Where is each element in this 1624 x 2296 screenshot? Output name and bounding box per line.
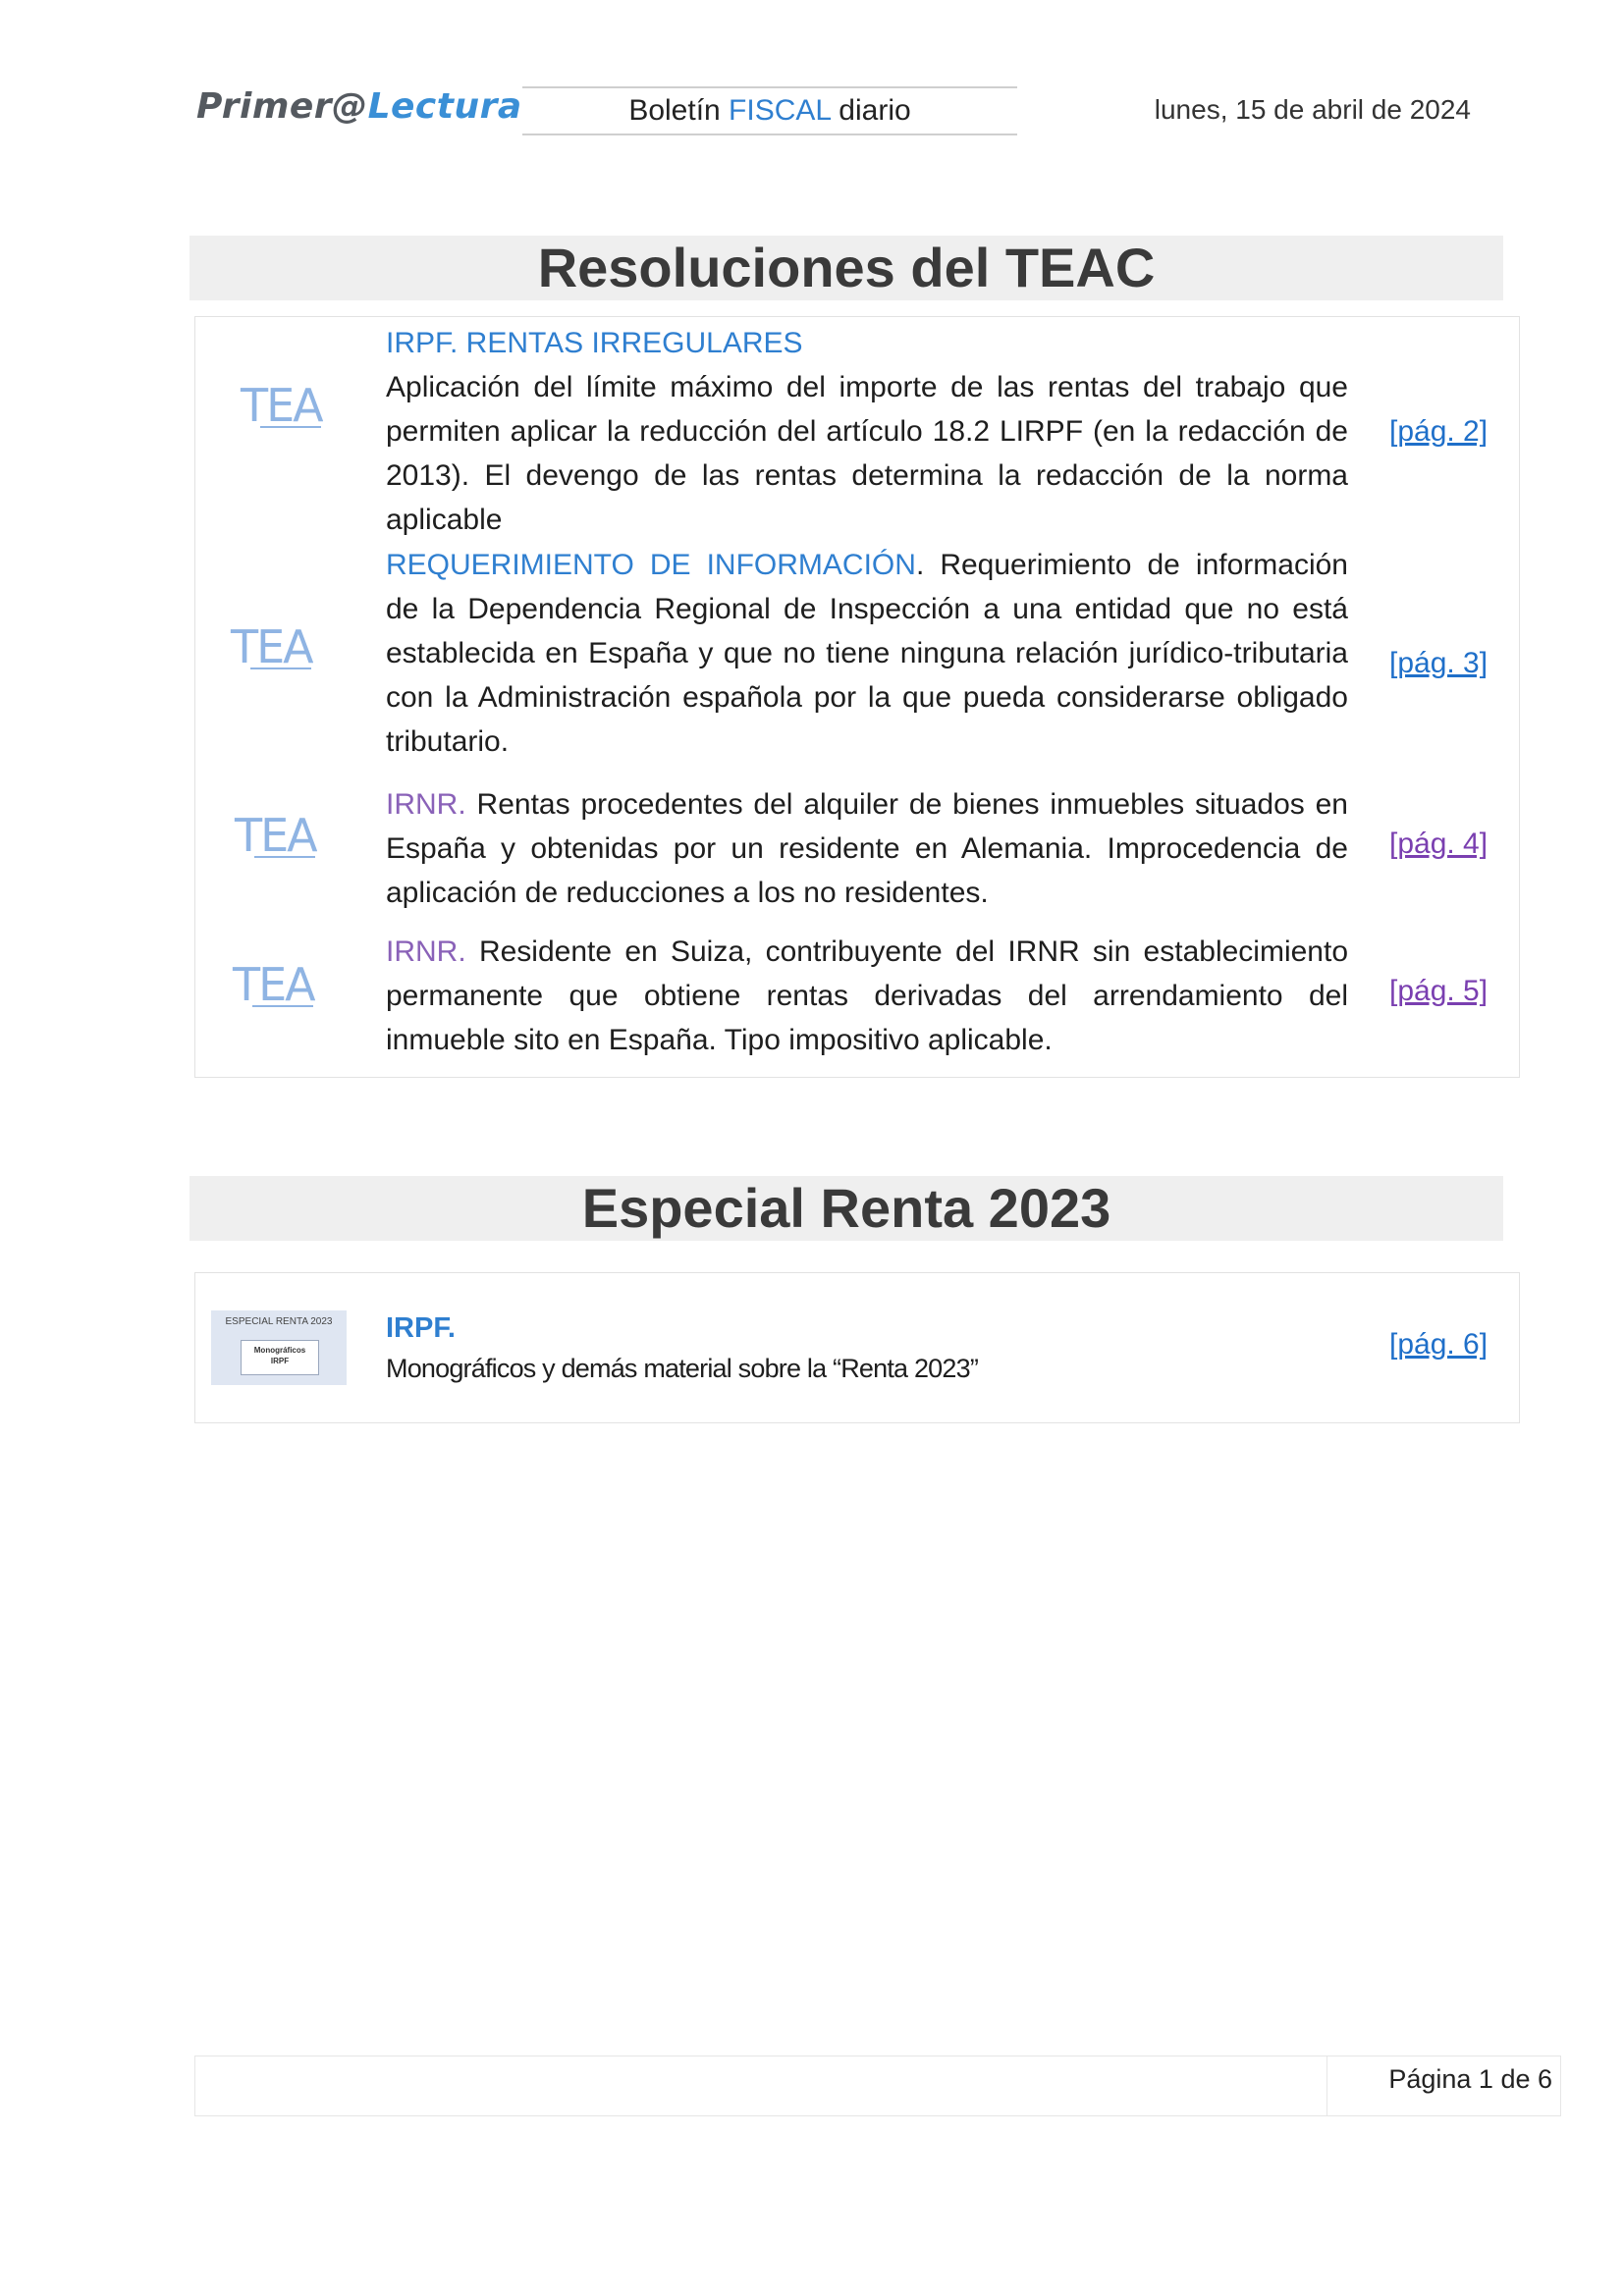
section-title-especial: Especial Renta 2023 — [189, 1176, 1503, 1241]
tea-logo-icon — [239, 380, 323, 435]
page-number: Página 1 de 6 — [1388, 2064, 1552, 2094]
thumbnail-label — [242, 1345, 318, 1366]
thumbnail-label-line2: IRPF — [270, 1357, 290, 1365]
logo-part2: Lectura — [367, 86, 522, 127]
especial-renta-list — [194, 1272, 1520, 1423]
header-date: lunes, 15 de abril de 2024 — [1154, 94, 1471, 125]
entry-category: REQUERIMIENTO DE INFORMACIÓN — [386, 549, 916, 581]
entry-category: IRPF. — [386, 1312, 456, 1344]
section-title-teac: Resoluciones del TEAC — [189, 236, 1503, 300]
teac-resolutions-list — [194, 316, 1520, 1078]
entry-description: Aplicación del límite máximo del importe de las rentas del trabajo que permiten aplicar la reducción del artículo 18.2 LIRPF (en la redacción de 2013). El devengo de las rentas determina la redacción de la norma aplicable — [386, 371, 1348, 536]
page-link[interactable]: [pág. 3] — [1389, 647, 1489, 679]
svg-text:TEA: TEA — [235, 810, 316, 862]
entry-category: IRPF. RENTAS IRREGULARES — [386, 327, 803, 359]
footer — [194, 2056, 1561, 2116]
logo — [196, 86, 522, 127]
svg-text:TEA: TEA — [233, 959, 314, 1011]
thumbnail-label-line1: Monográficos — [253, 1346, 306, 1355]
logo-part1: Primer@ — [196, 86, 368, 127]
entry-category: IRNR. — [386, 935, 466, 968]
entry-description: Monográficos y demás material sobre la “Renta 2023” — [386, 1354, 979, 1383]
entry-text — [386, 543, 1348, 764]
page-link[interactable]: [pág. 6] — [1389, 1328, 1489, 1361]
svg-text:TEA: TEA — [241, 380, 322, 432]
svg-text:TEA: TEA — [231, 621, 312, 673]
entry-text — [386, 321, 1348, 542]
thumbnail-title: ESPECIAL RENTA 2023 — [225, 1316, 333, 1327]
entry-description: . Requerimiento de información de la Dependencia Regional de Inspección a una entidad que no está establecida en España y que no tiene ninguna relación jurídico-tributaria con la Administración española por la que pueda considerarse obligado tributario. — [386, 549, 1348, 758]
bulletin-title-fiscal: FISCAL — [729, 94, 831, 127]
entry-text — [386, 930, 1348, 1062]
page-link[interactable]: [pág. 5] — [1389, 975, 1489, 1007]
tea-logo-icon — [233, 810, 317, 865]
page-link[interactable]: [pág. 2] — [1389, 415, 1489, 448]
especial-renta-thumbnail[interactable] — [211, 1310, 347, 1385]
list-item — [195, 1273, 1519, 1422]
bulletin-title-pre: Boletín — [628, 94, 730, 127]
thumbnail-label-box — [241, 1340, 319, 1375]
entry-description: Rentas procedentes del alquiler de bienes inmuebles situados en España y obtenidas por un residente en Alemania. Improcedencia de aplicación de reducciones a los no residentes. — [386, 788, 1348, 909]
entry-description: Residente en Suiza, contribuyente del IRNR sin establecimiento permanente que obtiene rentas derivadas del arrendamiento del inmueble sito en España. Tipo impositivo aplicable. — [386, 935, 1348, 1056]
page-link[interactable]: [pág. 4] — [1389, 828, 1489, 860]
bulletin-title-post: diario — [830, 94, 911, 127]
bulletin-title — [522, 86, 1017, 135]
entry-text — [386, 782, 1348, 915]
entry-category: IRNR. — [386, 788, 466, 821]
tea-logo-icon — [229, 621, 313, 676]
footer-divider — [1326, 2056, 1327, 2115]
tea-logo-icon — [231, 959, 315, 1014]
